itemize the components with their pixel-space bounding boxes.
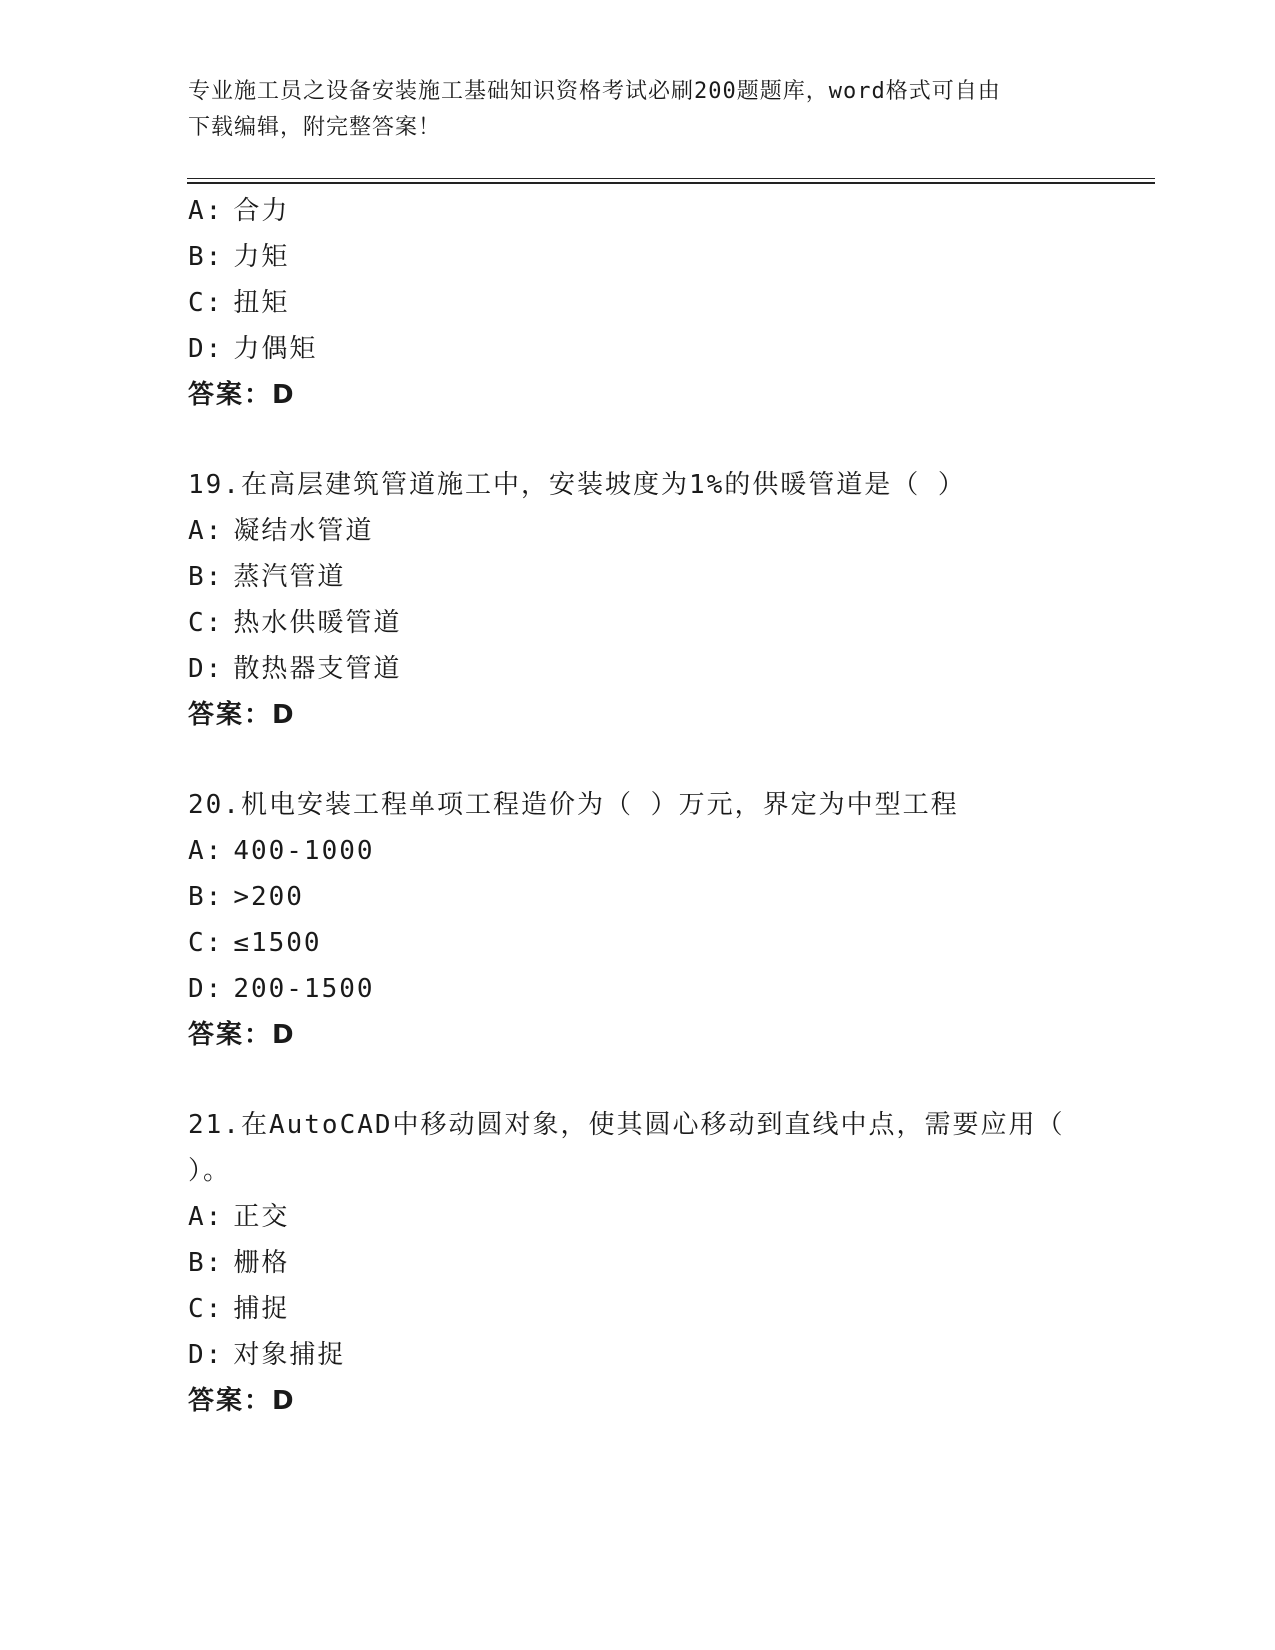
- question-text: 19.在高层建筑管道施工中，安装坡度为1%的供暖管道是（ ）: [188, 470, 966, 500]
- header-divider-thin: [187, 178, 1155, 179]
- question-18: [188, 188, 1088, 418]
- answer-line: 答案：D: [188, 1386, 296, 1416]
- question-text: 20.机电安装工程单项工程造价为（ ）万元，界定为中型工程: [188, 790, 959, 820]
- option-b: B: 栅格: [188, 1248, 290, 1278]
- question-text-line-2: ）。: [188, 1156, 232, 1186]
- question-20: [188, 782, 1088, 1058]
- header-line-2: 下载编辑，附完整答案！: [188, 115, 442, 140]
- option-d: D: 200-1500: [188, 974, 375, 1004]
- answer-value: D: [272, 1020, 296, 1050]
- option-c: C: 扭矩: [188, 288, 290, 318]
- header-divider-thick: [187, 182, 1155, 184]
- answer-line: 答案：D: [188, 1020, 296, 1050]
- question-19: [188, 462, 1088, 738]
- header-line-1: 专业施工员之设备安装施工基础知识资格考试必刷200题题库，word格式可自由: [188, 79, 1001, 104]
- question-list: [188, 188, 1088, 1424]
- option-b: B: 力矩: [188, 242, 290, 272]
- option-a: A: 凝结水管道: [188, 516, 374, 546]
- option-d: D: 散热器支管道: [188, 654, 402, 684]
- document-header: [188, 74, 1088, 146]
- option-b: B: 蒸汽管道: [188, 562, 346, 592]
- question-text-line-1: 21.在AutoCAD中移动圆对象，使其圆心移动到直线中点，需要应用（: [188, 1110, 1065, 1140]
- option-c: C: ≤1500: [188, 928, 322, 958]
- question-21: [188, 1102, 1088, 1424]
- answer-line: 答案：D: [188, 700, 296, 730]
- option-a: A: 合力: [188, 196, 290, 226]
- option-d: D: 力偶矩: [188, 334, 318, 364]
- answer-value: D: [272, 700, 296, 730]
- option-b: B: >200: [188, 882, 304, 912]
- option-d: D: 对象捕捉: [188, 1340, 346, 1370]
- answer-line: 答案：D: [188, 380, 296, 410]
- answer-value: D: [272, 1386, 296, 1416]
- option-a: A: 正交: [188, 1202, 290, 1232]
- option-a: A: 400-1000: [188, 836, 375, 866]
- answer-value: D: [272, 380, 296, 410]
- option-c: C: 热水供暖管道: [188, 608, 402, 638]
- option-c: C: 捕捉: [188, 1294, 290, 1324]
